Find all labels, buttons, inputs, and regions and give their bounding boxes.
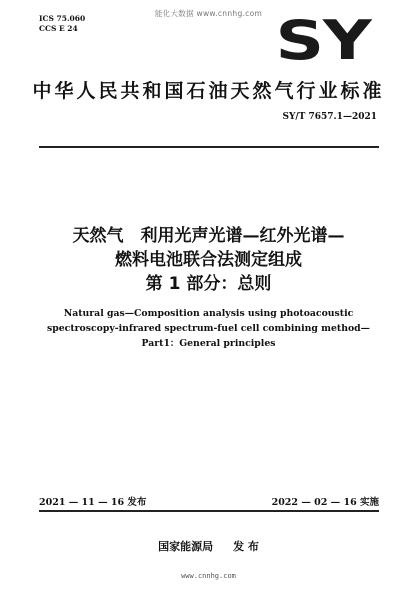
- ccs-code: CCS E 24: [39, 24, 78, 33]
- implementation-date: 2022 — 02 — 16 实施: [271, 497, 379, 508]
- classification-codes: [39, 14, 85, 34]
- chinese-title: [0, 224, 417, 296]
- publisher-line: [0, 538, 417, 554]
- sy-logo: SY: [275, 9, 371, 72]
- publisher-action: 发 布: [233, 540, 259, 553]
- chinese-title-line-1: 天然气 利用光声光谱—红外光谱—: [72, 226, 345, 246]
- standard-category-title: 中华人民共和国石油天然气行业标准: [32, 80, 385, 102]
- standard-number: SY/T 7657.1—2021: [282, 112, 377, 122]
- issue-date: 2021 — 11 — 16 发布: [39, 497, 147, 508]
- english-title: [0, 306, 417, 351]
- ics-code: ICS 75.060: [39, 14, 86, 23]
- chinese-title-line-3: 第 1 部分：总则: [145, 274, 272, 294]
- chinese-title-line-2: 燃料电池联合法测定组成: [115, 250, 302, 270]
- english-title-line-2: spectroscopy-infrared spectrum-fuel cell combining method—: [47, 323, 370, 334]
- top-divider: [39, 146, 379, 148]
- watermark-bottom: www.cnnhg.com: [181, 572, 236, 580]
- publisher-name: 国家能源局: [158, 540, 214, 553]
- watermark-top: 能化大数据 www.cnnhg.com: [154, 9, 263, 18]
- english-title-line-3: Part1：General principles: [141, 338, 276, 349]
- bottom-divider: [39, 510, 379, 512]
- english-title-line-1: Natural gas—Composition analysis using photoacoustic: [63, 308, 354, 319]
